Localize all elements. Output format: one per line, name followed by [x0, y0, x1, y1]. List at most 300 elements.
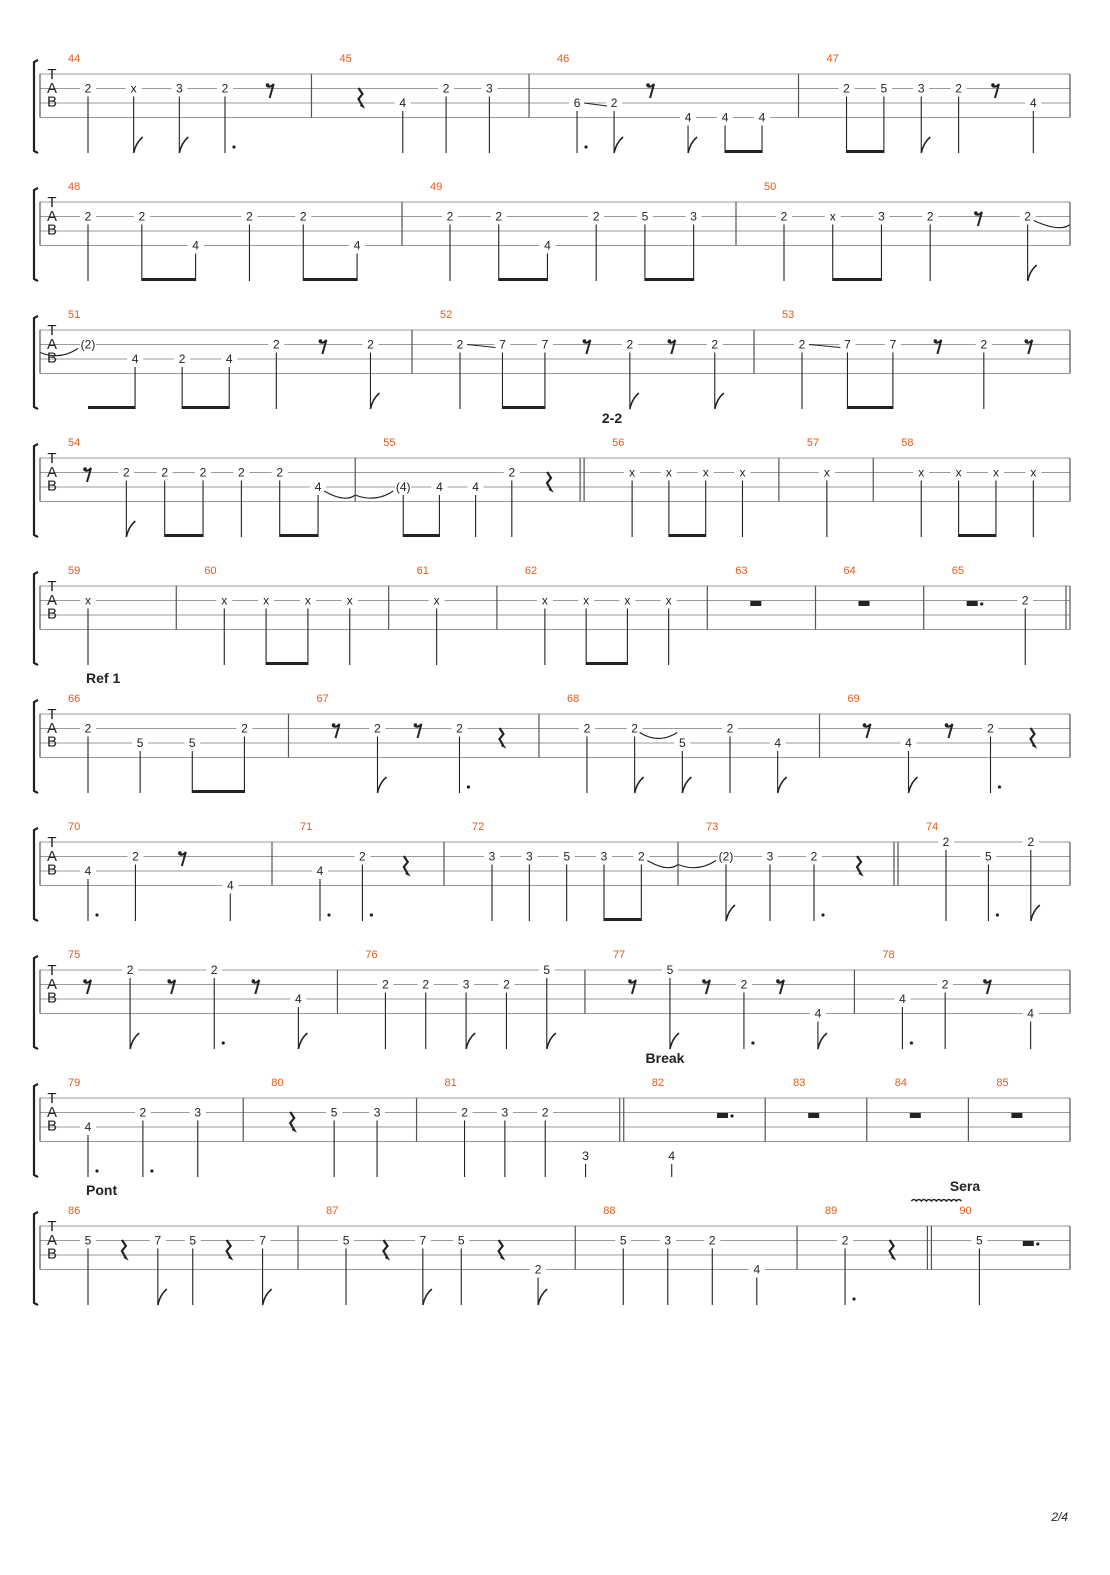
eighth-rest-dot [266, 83, 270, 87]
measure-number: 72 [472, 821, 485, 833]
note-flag [466, 1033, 475, 1049]
fret-number: 2 [708, 1233, 716, 1248]
measure [895, 1077, 969, 1142]
beam [669, 534, 706, 537]
eighth-rest-dot [945, 723, 949, 727]
fret-number: 5 [880, 81, 888, 96]
tab-clef-letter: B [46, 93, 58, 111]
tie-arc [324, 491, 355, 498]
measure-number: 88 [603, 1205, 616, 1217]
measure-number: 83 [793, 1077, 806, 1089]
note-dot [910, 1041, 913, 1044]
dot [980, 602, 983, 605]
note-flag [298, 1033, 307, 1049]
fret-number: 2 [1027, 835, 1035, 849]
measure-number: 57 [806, 437, 820, 449]
fret-number: x [541, 593, 548, 608]
fret-number: 5 [985, 849, 992, 864]
fret-number: 2 [276, 465, 284, 480]
note-flag [614, 137, 623, 153]
measure-number: 71 [300, 821, 313, 833]
tab-clef-letter: T [47, 834, 57, 851]
note-flag [688, 137, 697, 153]
beam [303, 278, 357, 281]
tie-arc [647, 861, 678, 868]
fret-number: 7 [259, 1233, 266, 1248]
fret-number: 4 [295, 992, 302, 1006]
fret-number: 7 [844, 337, 851, 352]
tab-system [34, 565, 1070, 665]
measure [602, 410, 779, 537]
system-bracket [34, 956, 38, 1049]
fret-number: 2 [442, 81, 450, 96]
fret-number: 4 [353, 238, 361, 253]
dot [730, 1114, 733, 1117]
tab-clef-letter: A [46, 335, 58, 353]
note-flag [134, 137, 143, 153]
measure-number: 73 [706, 821, 719, 833]
beam [499, 278, 548, 281]
beam [88, 406, 135, 409]
fret-number: x [346, 593, 353, 608]
fret-number: 2 [126, 963, 134, 977]
fret-number: 2 [942, 835, 950, 849]
fret-number: 4 [905, 736, 912, 750]
fret-number: 2 [592, 209, 600, 224]
measure-number: 50 [764, 181, 777, 193]
fret-number: 5 [457, 1233, 465, 1248]
fret-number: 4 [84, 864, 92, 878]
fret-number: 2 [382, 977, 389, 992]
eighth-rest-dot [252, 979, 256, 983]
note-dot [996, 913, 999, 916]
fret-number: x [918, 465, 925, 480]
fret-number: 2 [583, 721, 591, 736]
eighth-rest-dot [776, 979, 780, 983]
fret-number: 4 [544, 238, 551, 253]
tab-clef-letter: T [47, 1090, 57, 1107]
fret-number: 4 [84, 1120, 92, 1134]
tab-clef-letter: T [47, 66, 57, 83]
tab-system [34, 1178, 1070, 1305]
fret-number: 2 [631, 721, 638, 736]
tab-clef-letter: B [46, 1117, 58, 1135]
fret-number: 2 [84, 81, 92, 96]
note-flag [377, 777, 386, 793]
fret-number: 2 [495, 209, 503, 224]
fret-number: 5 [619, 1233, 627, 1248]
fret-number: 2 [541, 1105, 549, 1120]
system-bracket [34, 60, 38, 153]
fret-number: 6 [573, 96, 581, 110]
eighth-rest-dot [646, 83, 650, 87]
beam [403, 534, 439, 537]
note-dot [852, 1297, 855, 1300]
tab-clef-letter: T [47, 706, 57, 723]
fret-number: x [130, 81, 137, 96]
note-flag [423, 1289, 432, 1305]
half-rest [859, 601, 870, 606]
fret-number: 7 [541, 337, 549, 352]
fret-number: 7 [889, 337, 897, 352]
measure-number: 67 [316, 693, 329, 705]
beam [142, 278, 196, 281]
system-bracket [34, 444, 38, 537]
section-label: Ref 1 [86, 670, 121, 686]
fret-number: x [263, 593, 270, 608]
fret-number: 2 [84, 209, 92, 224]
measure-number: 62 [524, 565, 538, 577]
fret-number: 5 [563, 849, 571, 864]
eighth-rest-dot [974, 211, 978, 215]
measure-number: 45 [339, 53, 352, 65]
measure-number: 65 [951, 565, 964, 577]
eighth-rest-dot [1024, 339, 1028, 343]
measure-number: 87 [326, 1205, 339, 1217]
tab-system [34, 821, 1070, 921]
tab-clef-letter: T [47, 322, 57, 339]
fret-number: x [739, 465, 746, 480]
measure-number: 68 [566, 693, 580, 705]
fret-number: 2 [955, 81, 962, 96]
fret-number: 3 [194, 1105, 202, 1120]
tab-clef-letter: A [46, 207, 58, 225]
system-bracket [34, 1084, 38, 1177]
fret-number: x [85, 593, 91, 608]
fret-number: 2 [941, 977, 949, 992]
tie-arc [355, 491, 393, 498]
fret-number: 2 [210, 963, 218, 977]
eighth-rest-dot [583, 339, 587, 343]
tie-arc [640, 733, 678, 739]
tab-clef-letter: A [46, 79, 58, 97]
fret-number: 3 [690, 209, 697, 224]
tab-clef-letter: T [47, 194, 57, 211]
fret-number: 7 [154, 1233, 162, 1248]
note-flag [1031, 905, 1040, 921]
measure-number: 85 [996, 1077, 1009, 1089]
measure-number: 86 [68, 1205, 81, 1217]
note-flag [630, 393, 639, 409]
note-flag [538, 1289, 547, 1305]
half-rest [808, 1113, 819, 1118]
beam [280, 534, 318, 537]
measure-number: 84 [894, 1077, 908, 1089]
beam [165, 534, 203, 537]
measure-number: 54 [68, 437, 81, 449]
fret-number: 2 [272, 337, 280, 352]
fret-number: 4 [314, 480, 322, 494]
note-dot [327, 913, 330, 916]
fret-number: 4 [472, 480, 479, 494]
tab-clef-letter: T [47, 450, 57, 467]
measure [735, 565, 815, 630]
beam [182, 406, 229, 409]
fret-number: 2 [446, 209, 454, 224]
measure-number: 49 [430, 181, 443, 193]
beam [847, 150, 884, 153]
fret-number: 2 [199, 465, 207, 480]
measure-number: 90 [959, 1205, 972, 1217]
measure [793, 1077, 867, 1142]
note-dot [370, 913, 373, 916]
fret-number: 5 [678, 736, 686, 750]
fret-number: 4 [192, 238, 199, 253]
fret-number: x [955, 465, 962, 480]
fret-number: 2 [711, 337, 719, 352]
note-flag [263, 1289, 272, 1305]
fret-number: 3 [664, 1233, 672, 1248]
system-bracket [34, 188, 38, 281]
fret-number: 3 [488, 849, 496, 864]
eighth-rest-dot [332, 723, 336, 727]
note-dot [95, 913, 98, 916]
tab-clef-letter: B [46, 477, 58, 495]
tab-clef-letter: B [46, 605, 58, 623]
fret-number: 2 [221, 81, 229, 96]
fret-number: 2 [841, 1233, 849, 1248]
fret-number: x [629, 465, 636, 480]
measure-number: 81 [444, 1077, 457, 1089]
fret-number: 2 [987, 721, 994, 736]
fret-number: (2) [718, 849, 734, 864]
fret-number: 2 [1021, 593, 1029, 608]
fret-number: 2 [367, 337, 374, 352]
fret-number: 3 [175, 81, 183, 96]
fret-number: 2 [161, 465, 169, 480]
note-flag [179, 137, 188, 153]
fret-number: x [304, 593, 311, 608]
beam [192, 790, 244, 793]
eighth-rest-dot [167, 979, 171, 983]
system-bracket [34, 1212, 38, 1305]
fret-number: 5 [136, 736, 144, 750]
fret-number: 4 [399, 96, 407, 110]
measure-number: 47 [826, 53, 839, 65]
measure-number: 51 [68, 309, 81, 321]
fret-number: 4 [668, 1149, 676, 1163]
measure-number: 82 [651, 1077, 664, 1089]
fret-number: x [665, 465, 672, 480]
tab-clef-letter: B [46, 733, 58, 751]
measure-number: 80 [271, 1077, 284, 1089]
system-bracket [34, 572, 38, 665]
section-label: Sera [949, 1178, 981, 1194]
fret-number: 4 [131, 352, 139, 366]
eighth-rest-dot [628, 979, 632, 983]
fret-number: 5 [188, 736, 196, 750]
fret-number: 4 [225, 352, 233, 366]
fret-number: x [665, 593, 672, 608]
fret-number: 2 [1024, 209, 1031, 224]
fret-number: 3 [582, 1149, 589, 1163]
fret-number: 5 [976, 1233, 983, 1248]
note-dot [998, 785, 1001, 788]
half-rest [967, 601, 978, 606]
measure [844, 565, 924, 630]
tab-clef-letter: A [46, 975, 58, 993]
fret-number: 2 [610, 96, 618, 110]
fret-number: (2) [80, 337, 96, 352]
fret-number: 3 [462, 977, 470, 992]
fret-number: 2 [980, 337, 988, 352]
beam [645, 278, 694, 281]
beam [959, 534, 996, 537]
note-flag [126, 521, 135, 537]
eighth-rest-dot [178, 851, 182, 855]
fret-number: x [221, 593, 228, 608]
note-dot [821, 913, 824, 916]
measure-number: 77 [612, 949, 626, 961]
fret-number: 2 [374, 721, 381, 736]
measure-number: 48 [68, 181, 81, 193]
beam [586, 662, 627, 665]
fret-number: x [433, 593, 440, 608]
fret-number: 4 [1027, 1006, 1034, 1021]
note-dot [222, 1041, 225, 1044]
fret-number: x [624, 593, 631, 608]
section-label: Break [645, 1050, 685, 1066]
note-flag [778, 777, 787, 793]
measure-number: 58 [901, 437, 914, 449]
measure-number: 66 [68, 693, 81, 705]
half-rest [1023, 1241, 1034, 1246]
note-flag [909, 777, 918, 793]
half-rest [910, 1113, 921, 1118]
eighth-rest-dot [668, 339, 672, 343]
note-flag [635, 777, 644, 793]
tab-clef-letter: A [46, 719, 58, 737]
fret-number: 2 [508, 465, 516, 480]
beam [502, 406, 544, 409]
fret-number: 4 [814, 1006, 822, 1021]
fret-number: 4 [774, 736, 782, 750]
fret-number: 3 [373, 1105, 381, 1120]
tab-clef-letter: T [47, 962, 57, 979]
tab-system [34, 670, 1070, 793]
dot [1036, 1242, 1039, 1245]
fret-number: 2 [534, 1262, 542, 1277]
eighth-rest-dot [702, 979, 706, 983]
note-dot [150, 1169, 153, 1172]
fret-number: 2 [246, 209, 253, 224]
fret-number: 4 [316, 864, 324, 878]
fret-number: 5 [543, 963, 551, 977]
beam [847, 406, 892, 409]
tab-clef-letter: A [46, 1231, 58, 1249]
measure [825, 1200, 961, 1306]
tab-clef-letter: B [46, 989, 58, 1007]
measure-number: 89 [825, 1205, 838, 1217]
fret-number: 5 [666, 963, 674, 977]
fret-number: 7 [499, 337, 506, 352]
tab-clef-letter: T [47, 578, 57, 595]
fret-number: 3 [766, 849, 774, 864]
fret-number: 2 [461, 1105, 468, 1120]
fret-number: 2 [456, 337, 464, 352]
eighth-rest-dot [414, 723, 418, 727]
tab-clef-letter: B [46, 861, 58, 879]
measure-number: 74 [926, 821, 939, 833]
fret-number: 2 [122, 465, 130, 480]
fret-number: 5 [84, 1233, 92, 1248]
fret-number: 5 [641, 209, 649, 224]
measure-number: 70 [68, 821, 81, 833]
measure-number: 44 [68, 53, 81, 65]
fret-number: 4 [753, 1262, 761, 1277]
fret-number: 2 [241, 721, 248, 736]
tab-system [34, 410, 1070, 537]
fret-number: 3 [525, 849, 533, 864]
fret-number: 2 [84, 721, 92, 736]
tab-clef-letter: A [46, 591, 58, 609]
tab-system [34, 1050, 1070, 1177]
eighth-rest-dot [983, 979, 987, 983]
system-bracket [34, 700, 38, 793]
fret-number: 2 [780, 209, 788, 224]
note-flag [370, 393, 379, 409]
system-bracket [34, 828, 38, 921]
fret-number: 2 [926, 209, 934, 224]
fret-number: 5 [330, 1105, 338, 1120]
half-rest [717, 1113, 728, 1118]
fret-number: 4 [1029, 96, 1037, 110]
fret-number: 5 [189, 1233, 197, 1248]
measure [996, 1077, 1070, 1142]
note-flag [818, 1033, 827, 1049]
measure [950, 1178, 1070, 1305]
tie-arc [1034, 221, 1070, 228]
note-flag [670, 1033, 679, 1049]
note-dot [751, 1041, 754, 1044]
measure [646, 1050, 766, 1177]
fret-number: 2 [503, 977, 510, 992]
fret-number: 2 [138, 209, 146, 224]
fret-number: x [702, 465, 709, 480]
eighth-rest-dot [319, 339, 323, 343]
measure-number: 61 [416, 565, 429, 577]
fret-number: 2 [132, 849, 139, 864]
measure-number: 63 [735, 565, 748, 577]
note-dot [95, 1169, 98, 1172]
fret-number: 2 [798, 337, 806, 352]
section-label: Pont [86, 1182, 118, 1198]
note-dot [232, 145, 235, 148]
tie-arc [678, 861, 716, 868]
tab-clef-letter: B [46, 221, 58, 239]
measure-number: 53 [782, 309, 795, 321]
tie-arc [40, 349, 78, 356]
fret-number: 3 [600, 849, 608, 864]
fret-number: 2 [626, 337, 634, 352]
fret-number: 4 [436, 480, 443, 494]
eighth-rest-dot [991, 83, 995, 87]
beam [266, 662, 308, 665]
measure-number: 79 [68, 1077, 81, 1089]
fret-number: 4 [899, 992, 906, 1006]
note-flag [726, 905, 735, 921]
half-rest [750, 601, 761, 606]
note-flag [921, 137, 930, 153]
eighth-rest-dot [83, 979, 87, 983]
note-dot [467, 785, 470, 788]
fret-number: 5 [342, 1233, 350, 1248]
measure-number: 75 [68, 949, 81, 961]
fret-number: 2 [422, 977, 430, 992]
measure-number: 60 [204, 565, 217, 577]
fret-number: x [1030, 465, 1037, 480]
fret-number: 3 [917, 81, 925, 96]
